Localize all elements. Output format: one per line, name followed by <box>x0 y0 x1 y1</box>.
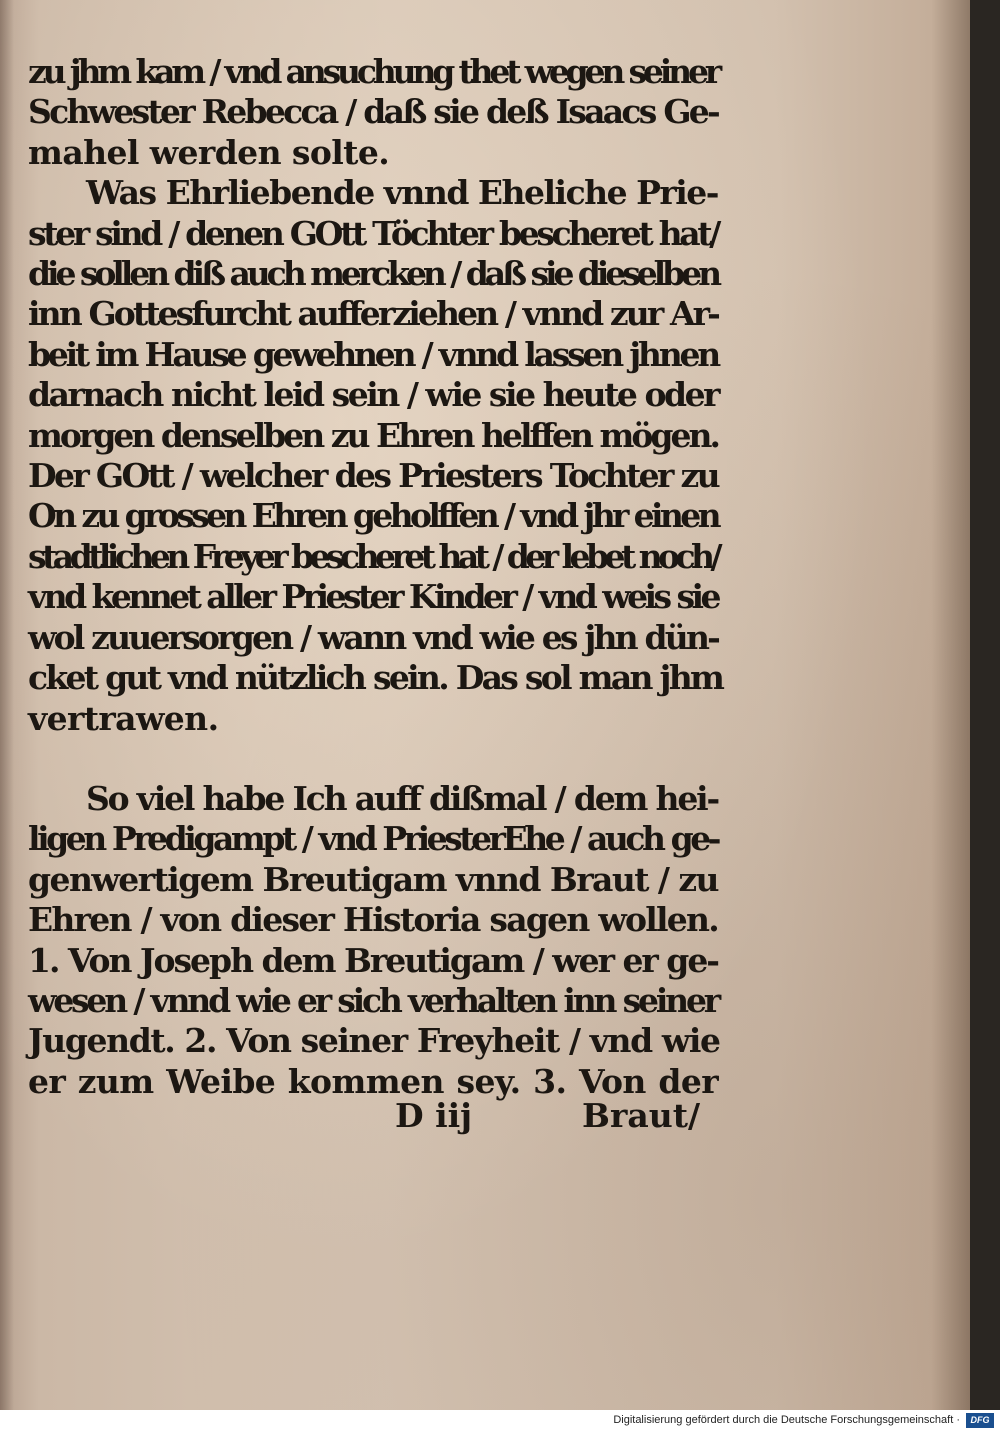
text-line: stadtlichen Freyer bescheret hat / der lebet noch/ <box>28 536 718 576</box>
text-line: Ehren / von dieser Historia sagen wollen. <box>28 900 718 940</box>
paragraph-1 <box>28 52 718 173</box>
text-line: Der GOtt / welcher des Priesters Tochter zu <box>28 456 718 496</box>
text-line: beit im Hause gewehnen / vnnd lassen jhnen <box>28 334 718 374</box>
signature-mark: D iij <box>395 1096 473 1135</box>
spine-shadow <box>0 0 14 1410</box>
text-line: genwertigem Breutigam vnnd Braut / zu <box>28 859 718 899</box>
text-line: cket gut vnd nützlich sein. Das sol man jhm <box>28 658 723 698</box>
text-line: die sollen diß auch mercken / daß sie dieselben <box>28 254 718 294</box>
text-line: ster sind / denen GOtt Töchter bescheret hat/ <box>28 213 718 253</box>
text-line: ligen Predigampt / vnd PriesterEhe / auch ge- <box>28 819 718 859</box>
text-line: Was Ehrliebende vnnd Eheliche Prie- <box>86 173 718 213</box>
text-line: So viel habe Ich auff dißmal / dem hei- <box>86 778 718 818</box>
text-line: Schwester Rebecca / daß sie deß Isaacs Ge- <box>28 92 718 132</box>
text-line: vnd kennet aller Priester Kinder / vnd weis sie <box>28 577 718 617</box>
text-line: vertrawen. <box>28 698 219 738</box>
dfg-logo-icon: DFG <box>966 1413 994 1428</box>
paragraph-2 <box>28 173 723 739</box>
text-line: morgen denselben zu Ehren helffen mögen. <box>28 415 718 455</box>
catchword: Braut/ <box>582 1096 700 1135</box>
paragraph-3 <box>28 779 718 1102</box>
text-line: wol zuuersorgen / wann vnd wie es jhn dün- <box>28 617 718 657</box>
paragraph-gap <box>28 739 718 779</box>
text-line: On zu grossen Ehren geholffen / vnd jhr einen <box>28 496 718 536</box>
text-line: inn Gottesfurcht aufferziehen / vnnd zur Ar- <box>28 294 718 334</box>
text-line: er zum Weibe kommen sey. 3. Von der <box>28 1061 718 1101</box>
text-line: mahel werden solte. <box>28 132 390 172</box>
page-footer <box>395 1096 700 1136</box>
text-line: Jugendt. 2. Von seiner Freyheit / vnd wie <box>28 1021 720 1061</box>
funding-credit: Digitalisierung gefördert durch die Deutsche Forschungsgemeinschaft · <box>613 1414 960 1426</box>
text-line: darnach nicht leid sein / wie sie heute oder <box>28 375 718 415</box>
body-text <box>28 52 723 1102</box>
text-line: zu jhm kam / vnd ansuchung thet wegen seiner <box>28 52 718 91</box>
text-line: wesen / vnnd wie er sich verhalten inn seiner <box>28 980 718 1020</box>
text-line: 1. Von Joseph dem Breutigam / wer er ge- <box>28 940 718 980</box>
credit-bar <box>0 1410 1000 1433</box>
